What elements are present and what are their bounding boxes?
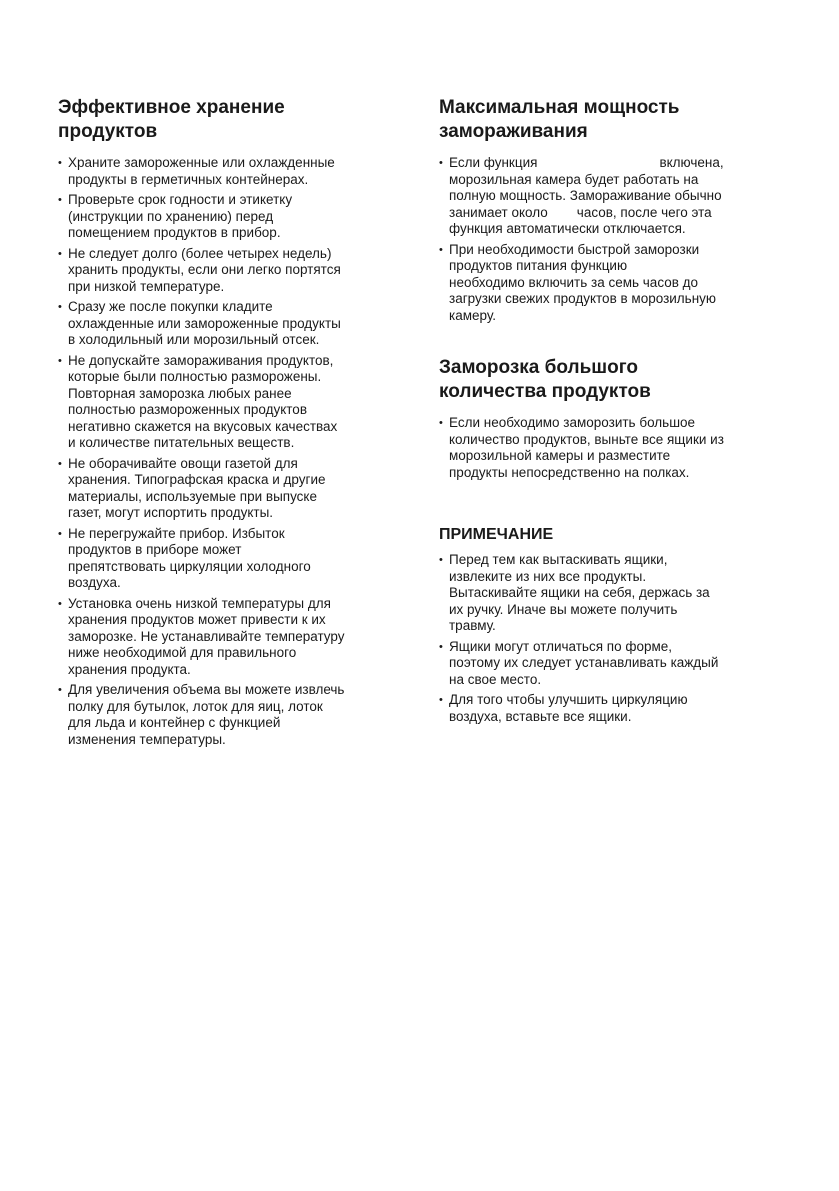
list-item: • Перед тем как вытаскивать ящики, извлеките из них все продукты. Вытаскивайте ящики на себя, держась за их ручку. Иначе вы можете получить травму.: [439, 552, 784, 635]
list-item: • Установка очень низкой температуры для хранения продуктов может привести к их заморозке. Не устанавливайте температуру ниже необходимой для правильного хранения продукта.: [58, 596, 403, 679]
list-item: • Не допускайте замораживания продуктов, которые были полностью разморожены. Повторная заморозка любых ранее полностью размороженных продуктов негативно скажется на вкусовых качествах и количестве питательных веществ.: [58, 353, 403, 452]
list-item: • При необходимости быстрой заморозки продуктов питания функцию необходимо включить за семь часов до загрузки свежих продуктов в морозильную камеру.: [439, 242, 784, 325]
max-freeze-list: [439, 155, 784, 324]
right-column: [439, 96, 784, 729]
list-item: • Храните замороженные или охлажденные продукты в герметичных контейнерах.: [58, 155, 403, 188]
list-item: • Если необходимо заморозить большое количество продуктов, выньте все ящики из морозильной камеры и разместите продукты непосредственно на полках.: [439, 415, 784, 481]
list-item: • Ящики могут отличаться по форме, поэтому их следует устанавливать каждый на свое место.: [439, 639, 784, 689]
list-item: • Не оборачивайте овощи газетой для хранения. Типографская краска и другие материалы, используемые при выпуске газет, могут испортить продукты.: [58, 456, 403, 522]
list-item: • Для того чтобы улучшить циркуляцию воздуха, вставьте все ящики.: [439, 692, 784, 725]
large-freeze-list: [439, 415, 784, 481]
list-item: • Не перегружайте прибор. Избыток продуктов в приборе может препятствовать циркуляции холодного воздуха.: [58, 526, 403, 592]
list-item: • Не следует долго (более четырех недель) хранить продукты, если они легко портятся при низкой температуре.: [58, 246, 403, 296]
note-list: [439, 552, 784, 725]
list-item: • Для увеличения объема вы можете извлечь полку для бутылок, лоток для яиц, лоток для льда и контейнер с функцией изменения температуры.: [58, 682, 403, 748]
section-title-large-freeze: Заморозка большого количества продуктов: [439, 357, 651, 402]
storage-tips-list: [58, 155, 403, 748]
list-item: • Сразу же после покупки кладите охлажденные или замороженные продукты в холодильный или морозильный отсек.: [58, 299, 403, 349]
list-item: • Если функция включена, морозильная камера будет работать на полную мощность. Замораживание обычно занимает около часов, после чего эта функция автоматически отключается.: [439, 155, 784, 238]
left-column: [58, 96, 403, 752]
list-item: • Проверьте срок годности и этикетку (инструкции по хранению) перед помещением продуктов в прибор.: [58, 192, 403, 242]
section-title-efficient-storage: Эффективное хранение продуктов: [58, 97, 285, 142]
section-title-max-freeze: Максимальная мощность замораживания: [439, 97, 680, 142]
note-title: ПРИМЕЧАНИЕ: [439, 526, 554, 543]
